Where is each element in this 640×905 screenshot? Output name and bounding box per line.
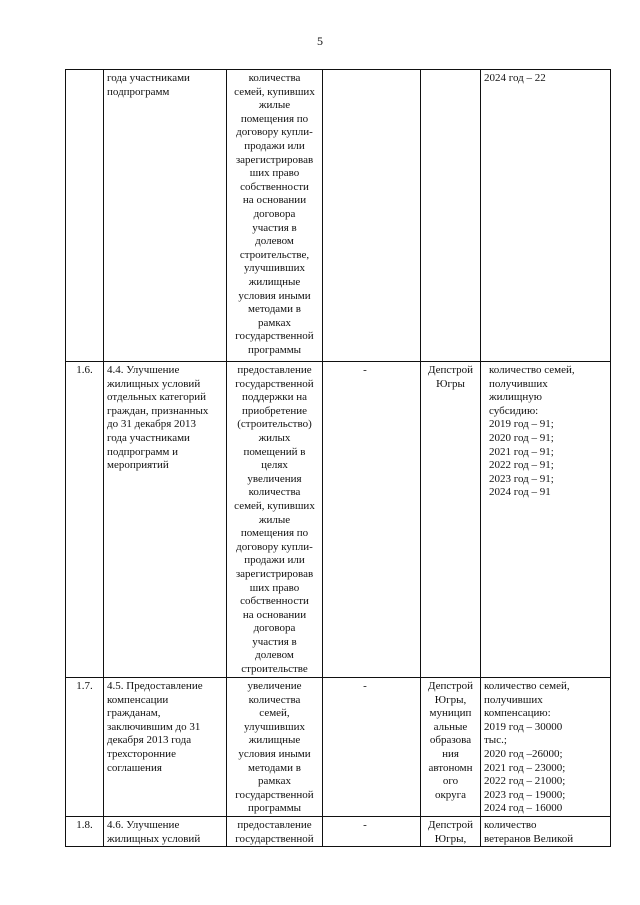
purpose-line: государственной [235, 377, 314, 390]
measure-name-cell [104, 362, 227, 678]
purpose-line: жилищные [248, 734, 301, 747]
purpose-line: методами в [248, 761, 301, 774]
purpose-line: рамках [258, 775, 291, 788]
executor-line: Югры, [434, 832, 467, 845]
measure-name-cell [104, 816, 227, 846]
purpose-line: государственной [235, 330, 314, 343]
name-line: 4.6. Улучшение [107, 818, 180, 831]
purpose-line: условия иными [238, 289, 311, 302]
purpose-line: увеличения [247, 472, 302, 485]
indicator-line: компенсацию: [484, 707, 551, 720]
purpose-line: долевом [255, 649, 294, 662]
indicator-cell [481, 362, 611, 678]
indicator-cell [481, 70, 611, 362]
executor-line: муницип [429, 707, 472, 720]
purpose-line: зарегистрировав [235, 567, 314, 580]
measure-name-cell [104, 678, 227, 817]
funding-cell: - [323, 816, 421, 846]
name-line: года участниками [107, 72, 190, 84]
indicator-line: 2022 год – 21000; [484, 775, 566, 788]
purpose-line: семей, купивших [234, 499, 315, 512]
purpose-line: (строительство) [237, 418, 312, 431]
purpose-line: собственности [240, 180, 309, 193]
executor-line: Югры [436, 377, 465, 390]
name-line: заключившим до 31 [107, 720, 201, 733]
purpose-line: участия в [252, 635, 297, 648]
purpose-line: ших право [249, 167, 300, 180]
purpose-line: продажи или [244, 139, 305, 152]
purpose-cell [227, 362, 323, 678]
indicator-line: 2021 год – 91; [489, 445, 554, 458]
purpose-line: семей, [259, 707, 290, 720]
indicator-line: жилищную [489, 391, 542, 404]
purpose-cell [227, 70, 323, 362]
table-row [66, 678, 611, 817]
name-line: 4.4. Улучшение [107, 364, 180, 376]
purpose-line: собственности [240, 595, 309, 608]
executor-cell [421, 362, 481, 678]
purpose-line: строительстве, [239, 248, 310, 261]
table-row [66, 362, 611, 678]
purpose-line: жилые [258, 99, 291, 112]
purpose-line: на основании [242, 608, 307, 621]
name-line: подпрограмм [107, 85, 170, 98]
purpose-line: жилые [258, 513, 291, 526]
purpose-line: помещения по [240, 527, 309, 540]
executor-line: Депстрой [427, 364, 474, 376]
executor-cell [421, 678, 481, 817]
purpose-line: жилищные [248, 275, 301, 288]
executor-line: Югры, [434, 693, 467, 706]
indicator-line: 2024 год – 22 [484, 72, 546, 84]
purpose-cell [227, 816, 323, 846]
purpose-line: договору купли- [236, 126, 313, 139]
purpose-line: количества [248, 693, 301, 706]
purpose-line: улучшивших [244, 720, 305, 733]
purpose-line: поддержки на [242, 391, 307, 404]
row-number: 1.6. [66, 362, 104, 678]
indicator-line: ветеранов Великой [484, 832, 574, 845]
executor-line: Депстрой [427, 680, 474, 692]
indicator-line: 2023 год – 91; [489, 472, 554, 485]
purpose-line: договору купли- [236, 540, 313, 553]
executor-line: ния [442, 747, 459, 760]
purpose-line: семей, купивших [234, 85, 315, 98]
purpose-line: участия в [252, 221, 297, 234]
executor-line: образова [429, 734, 472, 747]
name-line: жилищных условий [107, 377, 201, 390]
purpose-line: приобретение [241, 404, 308, 417]
purpose-line: зарегистрировав [235, 153, 314, 166]
indicator-line: тыс.; [484, 734, 507, 747]
purpose-line: договора [253, 207, 296, 220]
purpose-line: продажи или [244, 554, 305, 567]
name-line: года участниками [107, 431, 190, 444]
indicator-line: 2019 год – 30000 [484, 720, 563, 733]
indicator-cell [481, 816, 611, 846]
purpose-line: государственной [235, 788, 314, 801]
purpose-line: на основании [242, 194, 307, 207]
indicator-line: 2021 год – 23000; [484, 761, 566, 774]
purpose-line: предоставление [237, 364, 312, 376]
purpose-line: программы [247, 343, 302, 356]
purpose-line: увеличение [247, 680, 302, 692]
indicator-line: получивших [489, 377, 548, 390]
indicator-line: 2024 год – 91 [489, 486, 551, 499]
indicator-line: 2020 год –26000; [484, 747, 563, 760]
funding-cell: - [323, 362, 421, 678]
executor-line: ого [442, 775, 459, 788]
purpose-line: целях [261, 459, 288, 472]
executor-line: автономн [428, 761, 473, 774]
purpose-line: улучшивших [244, 262, 305, 275]
name-line: компенсации [107, 693, 169, 706]
indicator-line: 2024 год – 16000 [484, 802, 563, 815]
name-line: мероприятий [107, 459, 169, 472]
measure-name-cell [104, 70, 227, 362]
funding-cell: - [323, 678, 421, 817]
purpose-line: количества [248, 72, 301, 84]
purpose-line: методами в [248, 303, 301, 316]
purpose-line: ших право [249, 581, 300, 594]
purpose-line: государственной [235, 832, 314, 845]
indicator-line: 2019 год – 91; [489, 418, 554, 431]
purpose-line: предоставление [237, 818, 312, 831]
table-row [66, 816, 611, 846]
purpose-cell [227, 678, 323, 817]
name-line: отдельных категорий [107, 391, 207, 404]
purpose-line: договора [253, 622, 296, 635]
row-number: 1.8. [66, 816, 104, 846]
funding-cell [323, 70, 421, 362]
indicator-line: получивших [484, 693, 543, 706]
table-row [66, 70, 611, 362]
purpose-line: количества [248, 486, 301, 499]
name-line: подпрограмм и [107, 445, 179, 458]
purpose-line: помещения по [240, 112, 309, 125]
purpose-line: программы [247, 802, 302, 815]
name-line: трехсторонние [107, 747, 176, 760]
purpose-line: жилых [258, 431, 291, 444]
indicator-line: 2023 год – 19000; [484, 788, 566, 801]
row-number [66, 70, 104, 362]
page-number: 5 [317, 34, 323, 48]
name-line: 4.5. Предоставление [107, 680, 203, 692]
indicator-line: количество семей, [489, 364, 575, 376]
indicator-cell [481, 678, 611, 817]
name-line: соглашения [107, 761, 162, 774]
executor-line: округа [434, 788, 467, 801]
executor-line: альные [433, 720, 468, 733]
indicator-line: 2020 год – 91; [489, 431, 554, 444]
indicator-line: 2022 год – 91; [489, 459, 554, 472]
executor-cell [421, 70, 481, 362]
purpose-line: строительстве [241, 663, 308, 676]
indicator-line: количество семей, [484, 680, 570, 692]
name-line: гражданам, [107, 707, 161, 720]
executor-cell [421, 816, 481, 846]
name-line: граждан, признанных [107, 404, 209, 417]
purpose-line: помещений в [243, 445, 306, 458]
name-line: до 31 декабря 2013 [107, 418, 197, 431]
indicator-line: количество [484, 818, 537, 831]
row-number: 1.7. [66, 678, 104, 817]
purpose-line: рамках [258, 316, 291, 329]
name-line: декабря 2013 года [107, 734, 192, 747]
name-line: жилищных условий [107, 832, 201, 845]
purpose-line: условия иными [238, 747, 311, 760]
executor-line: Депстрой [427, 818, 474, 831]
purpose-line: долевом [255, 235, 294, 248]
program-table [65, 69, 611, 847]
indicator-line: субсидию: [489, 404, 539, 417]
